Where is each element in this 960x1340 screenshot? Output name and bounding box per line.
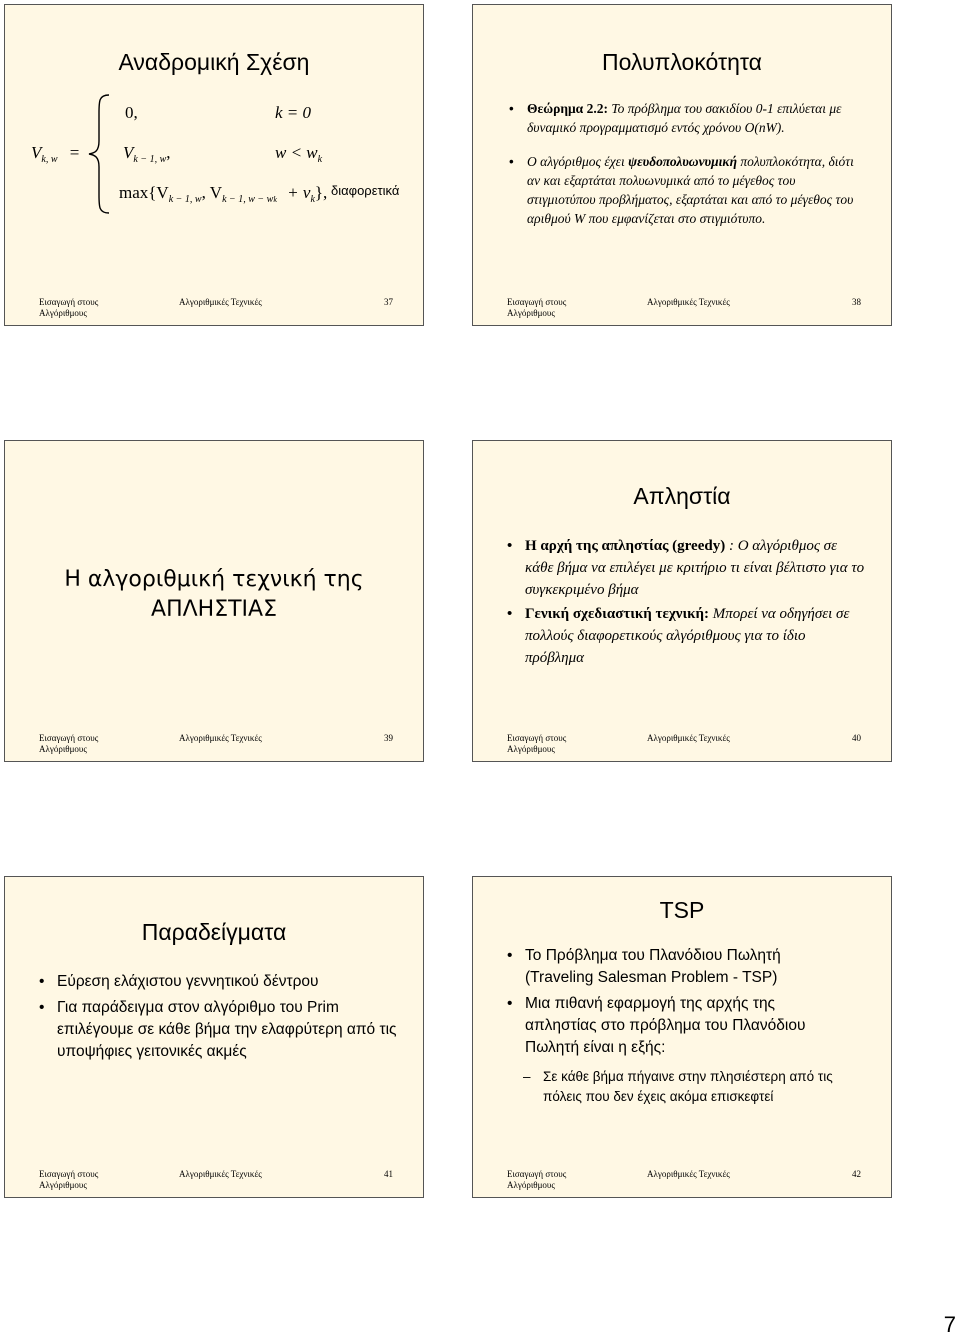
slide-footer <box>473 1169 891 1197</box>
case2-condition: $w < w_k$ <box>275 143 323 165</box>
bullet-icon: • <box>507 537 513 554</box>
footer-topic: Αλγοριθμικές Τεχνικές <box>179 1169 262 1179</box>
list-item: • Μια πιθανή εφαρμογή της αρχής της απληστίας στο πρόβλημα του Πλανόδιου Πωλητή είναι η εξής: <box>507 995 806 1056</box>
recurrence-formula <box>5 5 424 295</box>
bullet-icon: • <box>507 605 513 622</box>
slide-footer <box>5 733 423 761</box>
footer-course: Εισαγωγή στους Αλγόριθμους <box>507 733 567 754</box>
list-item: • Για παράδειγμα στον αλγόριθμο του Prim επιλέγουμε σε κάθε βήμα την ελαφρύτερη από τις υποψήφιες γειτονικές ακμές <box>39 999 397 1060</box>
slide-title: Παραδείγματα <box>141 919 287 945</box>
page-number: 7 <box>943 1312 956 1337</box>
footer-slide-number: 42 <box>852 1169 861 1179</box>
bullet-icon: • <box>507 995 513 1012</box>
footer-course: Εισαγωγή στους Αλγόριθμους <box>39 733 99 754</box>
list-item: • Γενική σχεδιαστική τεχνική: Μπορεί να οδηγήσει σε πολλούς διαφορετικούς αλγόριθμους για το ίδιο πρόβλημα <box>507 605 850 666</box>
case3-condition: διαφορετικά <box>331 183 400 198</box>
lhs: $V_{k, w}$ = <box>31 143 80 165</box>
bullet-list <box>37 971 397 1067</box>
footer-slide-number: 41 <box>384 1169 393 1179</box>
footer-course: Εισαγωγή στους Αλγόριθμους <box>39 297 99 318</box>
footer-slide-number: 40 <box>852 733 861 743</box>
footer-slide-number: 37 <box>384 297 393 307</box>
footer-topic: Αλγοριθμικές Τεχνικές <box>647 1169 730 1179</box>
slide-title: TSP <box>659 897 705 923</box>
sub-list-item: – Σε κάθε βήμα πήγαινε στην πλησιέστερη από τις πόλεις που δεν έχεις ακόμα επισκεφτεί <box>523 1069 833 1104</box>
slide-footer <box>5 1169 423 1197</box>
list-item: • Θεώρημα 2.2: Το πρόβλημα του σακιδίου 0-1 επιλύεται με δυναμικό προγραμματισμό εντός χρόνου O(nW). <box>509 101 842 135</box>
slide-title: Απληστία <box>633 483 731 509</box>
footer-topic: Αλγοριθμικές Τεχνικές <box>179 733 262 743</box>
slide-41 <box>4 876 424 1198</box>
footer-course: Εισαγωγή στους Αλγόριθμους <box>507 1169 567 1190</box>
footer-topic: Αλγοριθμικές Τεχνικές <box>179 297 262 307</box>
slide-footer <box>473 297 891 325</box>
footer-slide-number: 38 <box>852 297 861 307</box>
footer-course: Εισαγωγή στους Αλγόριθμους <box>39 1169 99 1190</box>
bullet-list <box>507 99 859 243</box>
slide-42 <box>472 876 892 1198</box>
list-item: • Η αρχή της απληστίας (greedy) : Ο αλγόριθμος σε κάθε βήμα να επιλέγει με κριτήριο τι είναι βέλτιστο για το συγκεκριμένο βήμα <box>507 537 865 598</box>
bullet-list <box>505 945 845 1063</box>
slide-title: Πολυπλοκότητα <box>602 49 762 75</box>
footer-topic: Αλγοριθμικές Τεχνικές <box>647 297 730 307</box>
slide-title: Αναδρομική Σχέση <box>118 49 310 75</box>
footer-slide-number: 39 <box>384 733 393 743</box>
dash-icon: – <box>523 1069 531 1084</box>
slide-footer <box>5 297 423 325</box>
bullet-icon: • <box>507 947 513 964</box>
footer-course: Εισαγωγή στους Αλγόριθμους <box>507 297 567 318</box>
footer-topic: Αλγοριθμικές Τεχνικές <box>647 733 730 743</box>
slide-37 <box>4 4 424 326</box>
slide-39 <box>4 440 424 762</box>
bullet-list <box>505 535 865 671</box>
case1-value: 0, <box>125 103 138 122</box>
case2-value: $V_{k - 1, w}$, <box>123 143 171 165</box>
list-item: • Το Πρόβλημα του Πλανόδιου Πωλητή (Traveling Salesman Problem - TSP) <box>507 947 781 986</box>
bullet-icon: • <box>509 154 514 169</box>
left-brace-icon <box>87 93 111 215</box>
case3-value: $\max\{V_{k - 1, w}$, $V_{k - 1, w - wk} + v_k$}, <box>119 183 328 205</box>
case1-condition: k = 0 <box>275 103 312 122</box>
bullet-icon: • <box>39 999 45 1016</box>
slide-40 <box>472 440 892 762</box>
bullet-icon: • <box>39 973 45 990</box>
list-item: • Ο αλγόριθμος έχει ψευδοπολυωνυμική πολυπλοκότητα, διότι αν και εξαρτάται πολυωνυμικά από το μέγεθος του στιγμιοτύπου προβλήματος, εξαρτάται και από το μέγεθος του αριθμού W που εμφανίζεται στο στιγμιότυπο. <box>509 154 854 226</box>
slide-footer <box>473 733 891 761</box>
section-title: Η αλγοριθμική τεχνική της ΑΠΛΗΣΤΙΑΣ <box>64 567 364 622</box>
slide-38 <box>472 4 892 326</box>
bullet-icon: • <box>509 101 514 116</box>
list-item: • Εύρεση ελάχιστου γεννητικού δέντρου <box>37 971 397 993</box>
